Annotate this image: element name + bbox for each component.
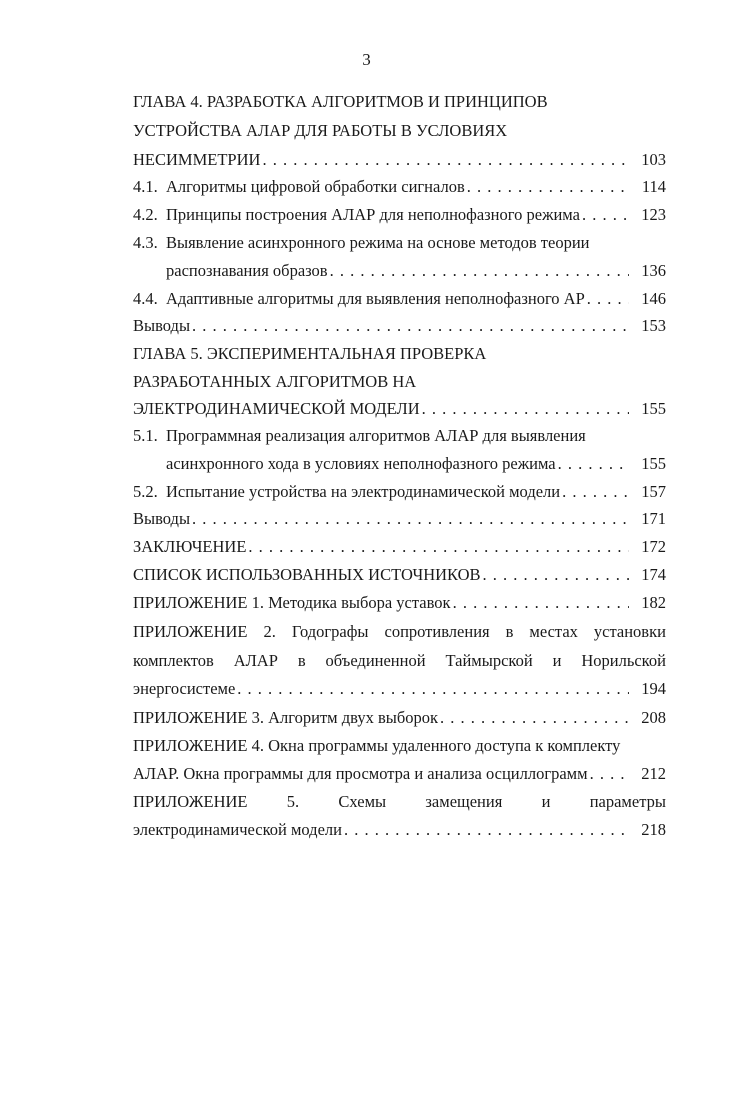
toc-chapter5-title-line2: РАЗРАБОТАННЫХ АЛГОРИТМОВ НА xyxy=(133,372,417,391)
toc-appendix-5-line1: ПРИЛОЖЕНИЕ 5. Схемы замещения и параметры xyxy=(133,792,666,811)
toc-section-5-1-line1: 5.1. Программная реализация алгоритмов АЛАР для выявления xyxy=(133,426,586,445)
toc-sources: СПИСОК ИСПОЛЬЗОВАННЫХ ИСТОЧНИКОВ . . . 174 xyxy=(133,563,666,587)
toc-chapter5-title-line1: ГЛАВА 5. ЭКСПЕРИМЕНТАЛЬНАЯ ПРОВЕРКА xyxy=(133,344,487,363)
toc-section-4-3-line1: 4.3. Выявление асинхронного режима на основе методов теории xyxy=(133,233,590,252)
toc-chapter4-title-line1: ГЛАВА 4. РАЗРАБОТКА АЛГОРИТМОВ И ПРИНЦИПОВ xyxy=(133,92,548,111)
toc-chapter5-title-line3: ЭЛЕКТРОДИНАМИЧЕСКОЙ МОДЕЛИ . . . 155 xyxy=(133,397,666,421)
toc-page: 194 xyxy=(641,679,666,698)
toc-chapter5-conclusions: Выводы . . . 171 xyxy=(133,507,666,531)
toc-page: 218 xyxy=(641,820,666,839)
toc-section-5-1-line2: асинхронного хода в условиях неполнофазного режима . . . 155 xyxy=(166,452,666,476)
toc-appendix-4-line2: АЛАР. Окна программы для просмотра и анализа осциллограмм . . . 212 xyxy=(133,762,666,786)
toc-page: 123 xyxy=(641,205,666,224)
toc-page: 182 xyxy=(641,593,666,612)
toc-page: 212 xyxy=(641,764,666,783)
toc-page: 146 xyxy=(641,289,666,308)
toc-appendix-1: ПРИЛОЖЕНИЕ 1. Методика выбора уставок . . . 182 xyxy=(133,591,666,615)
toc-page: 174 xyxy=(641,565,666,584)
toc-section-4-1: 4.1. Алгоритмы цифровой обработки сигналов . . . 114 xyxy=(133,175,666,199)
toc-conclusion: ЗАКЛЮЧЕНИЕ . . . 172 xyxy=(133,535,666,559)
toc-chapter4-conclusions: Выводы . . . 153 xyxy=(133,314,666,338)
toc-page: 103 xyxy=(641,150,666,169)
toc-appendix-5-line2: электродинамической модели . . . 218 xyxy=(133,818,666,842)
toc-page: 136 xyxy=(641,261,666,280)
toc-page: 114 xyxy=(641,177,666,196)
toc-chapter4-title-line2: УСТРОЙСТВА АЛАР ДЛЯ РАБОТЫ В УСЛОВИЯХ xyxy=(133,121,508,140)
toc-page: 208 xyxy=(641,708,666,727)
toc-section-4-3-line2: распознавания образов . . . 136 xyxy=(166,259,666,283)
toc-section-5-2: 5.2. Испытание устройства на электродинамической модели . . . 157 xyxy=(133,480,666,504)
toc-page: 155 xyxy=(641,454,666,473)
toc-appendix-2-line3: энергосистеме . . . 194 xyxy=(133,677,666,701)
toc-section-4-2: 4.2. Принципы построения АЛАР для неполнофазного режима . . . 123 xyxy=(133,203,666,227)
page-number: 3 xyxy=(362,50,371,69)
toc-page: 153 xyxy=(641,316,666,335)
toc-page: 171 xyxy=(641,509,666,528)
toc-appendix-2-line1: ПРИЛОЖЕНИЕ 2. Годографы сопротивления в местах установки xyxy=(133,622,666,641)
toc-appendix-2-line2: комплектов АЛАР в объединенной Таймырской и Норильской xyxy=(133,651,666,670)
toc-appendix-4-line1: ПРИЛОЖЕНИЕ 4. Окна программы удаленного доступа к комплекту xyxy=(133,736,621,755)
toc-page: 155 xyxy=(641,399,666,418)
toc-appendix-3: ПРИЛОЖЕНИЕ 3. Алгоритм двух выборок . . . 208 xyxy=(133,706,666,730)
toc-page: 157 xyxy=(641,482,666,501)
toc-chapter4-title-line3: НЕСИММЕТРИИ . . . 103 xyxy=(133,148,666,172)
toc-page: 172 xyxy=(641,537,666,556)
toc-section-4-4: 4.4. Адаптивные алгоритмы для выявления неполнофазного АР . . . 146 xyxy=(133,287,666,311)
